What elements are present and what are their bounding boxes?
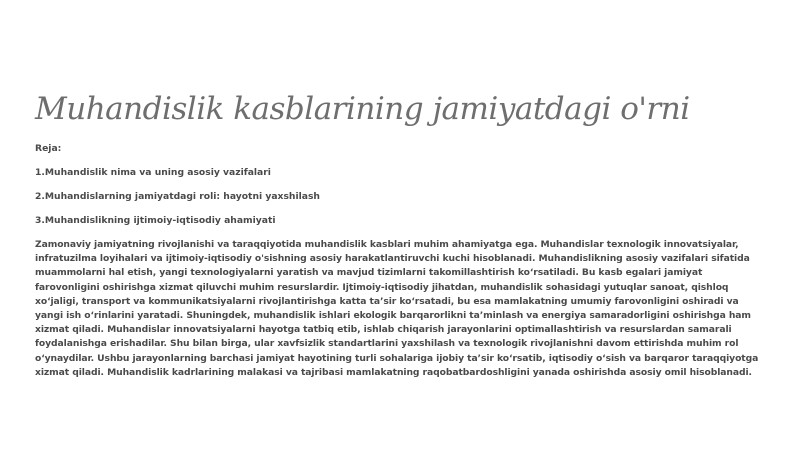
plan-item-3: 3.Muhandislikning ijtimoiy-iqtisodiy ahamiyati	[35, 215, 276, 226]
slide-content	[35, 142, 768, 380]
plan-item-2: 2.Muhandislarning jamiyatdagi roli: hayotni yaxshilash	[35, 191, 320, 202]
plan-item-1: 1.Muhandislik nima va uning asosiy vazifalari	[35, 167, 271, 178]
plan-label: Reja:	[35, 143, 62, 154]
body-paragraph: Zamonaviy jamiyatning rivojlanishi va taraqqiyotida muhandislik kasblari muhim ahamiyatga ega. Muhandislar texnologik innovatsiyalar, infratuzilma loyihalari va ijtimoiy-iqtisodiy o'sishning asosiy harakatlantiruvchi kuchi hisoblanadi. Muhandislikning asosiy vazifalari sifatida muammolarni hal etish, yangi texnologiyalarni yaratish va mavjud tizimlarni takomillashtirish ko‘rsatiladi. Bu kasb egalari jamiyat farovonligini oshirishga xizmat qiluvchi muhim resurslardir. Ijtimoiy-iqtisodiy jihatdan, muhandislik sohasidagi yutuqlar sanoat, qishloq xo‘jaligi, transport va kommunikatsiyalarni rivojlantirishga katta ta’sir ko‘rsatadi, bu esa mamlakatning umumiy farovonligini oshiradi va yangi ish o‘rinlarini yaratadi. Shuningdek, muhandislik ishlari ekologik barqarorlikni ta’minlash va energiya samaradorligini oshirishga ham xizmat qiladi. Muhandislar innovatsiyalarni hayotga tatbiq etib, ishlab chiqarish jarayonlarini optimallashtirish va resurslardan samarali foydalanishga erishadilar. Shu bilan birga, ular xavfsizlik standartlarini yaxshilash va texnologik rivojlanishni davom ettirishda muhim rol o‘ynaydilar. Ushbu jarayonlarning barchasi jamiyat hayotining turli sohalariga ijobiy ta’sir ko‘rsatib, iqtisodiy o‘sish va barqaror taraqqiyotga xizmat qiladi. Muhandislik kadrlarining malakasi va tajribasi mamlakatning raqobatbardoshligini yanada oshirishda asosiy omil hisoblanadi.	[35, 239, 759, 378]
slide-title: Muhandislik kasblarining jamiyatdagi o'rni	[35, 91, 690, 127]
